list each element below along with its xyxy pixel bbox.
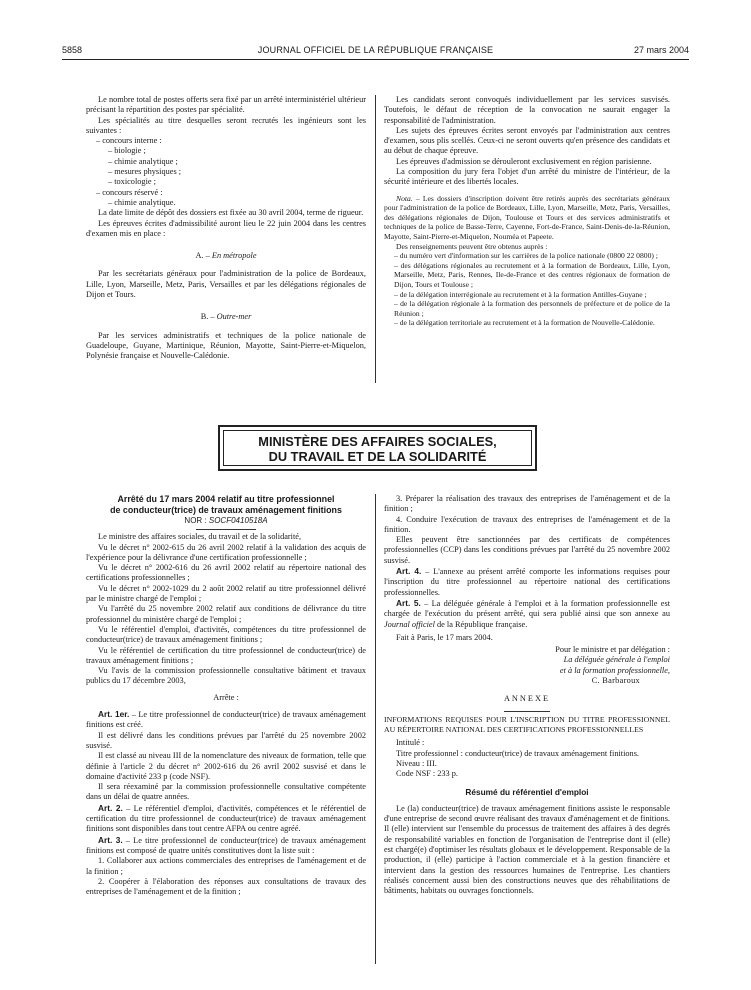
paragraph: Niveau : III.	[396, 758, 437, 768]
list-item: – toxicologie ;	[108, 177, 156, 187]
paragraph: Le (la) conducteur(trice) de travaux aménagement finitions assiste le responsable d'une entreprise de second œuvre réalisant des travaux d'aménagement et de finitions. Il (elle) intervient sur l'ensemble du processus de traitement des affaires à des degrés de responsabilité variables en fonction de l'organisation de l'entreprise dont il (elle) est chargé(e) d'optimiser les résultats globaux et le développement. Responsable de la production, il (elle) participe à l'action commerciale et à la gestion financière et intervient dans la gestion des ressources humaines de l'entreprise. Les chantiers réalisés concernent aussi bien des constructions neuves que des réhabilitations de bâtiments, habitats ou ouvrages fonctionnels.	[384, 803, 670, 896]
annex-rule	[504, 711, 550, 712]
top-left-column	[86, 95, 366, 362]
paragraph: Les candidats seront convoqués individuellement par les services susvisés. Toutefois, le défaut de réception de la convocation ne saurait engager la responsabilité de l'administration.	[384, 95, 670, 125]
arrete-word: Arrête :	[213, 692, 239, 702]
bottom-right-column	[384, 494, 670, 896]
list-item: – biologie ;	[108, 146, 146, 156]
ministry-heading-box	[218, 425, 537, 471]
paragraph: La composition du jury fera l'objet d'un arrêté du ministre de l'intérieur, de la sécurité intérieure et des libertés locales.	[384, 167, 670, 187]
spacer	[384, 711, 670, 715]
paragraph: Vu le référentiel d'emploi, d'activités, compétences du titre professionnel de conducteur(trice) de travaux aménagement finitions ;	[86, 624, 366, 645]
paragraph: Les épreuves écrites d'admissibilité auront lieu le 22 juin 2004 dans les centres d'examen mis en place :	[86, 218, 366, 238]
paragraph: Il est délivré dans les conditions prévues par l'arrêté du 25 novembre 2002 susvisé.	[86, 730, 366, 750]
paragraph: Vu le décret n° 2002-616 du 26 avril 2002 relatif au répertoire national des certifications professionnelles ;	[86, 563, 366, 583]
article-3: Art. 3. – Le titre professionnel de conducteur(trice) de travaux aménagement finitions est composé de quatre unités constitutives dont la liste suit :	[86, 834, 366, 855]
nota-paragraph: Nota. – Les dossiers d'inscription doivent être retirés auprès des secrétariats généraux pour l'administration de la police de Bordeaux, Lille, Lyon, Marseille, Metz, Paris, Versailles, des délégations régionales de Dijon, Toulouse et Tours et des services administratifs et techniques de la police de Basse-Terre, Cayenne, Fort-de-France, Saint-Denis-de-la-Réunion, Mayotte, Saint-Pierre-et-Miquelon, Nouméa et Papeete.	[384, 193, 670, 242]
paragraph: Il sera réexaminé par la commission professionnelle consultative compétente dans un délai de quatre années.	[86, 782, 366, 802]
paragraph: Par les secrétariats généraux pour l'administration de la police de Bordeaux, Lille, Lyon, Marseille, Metz, Paris, Versailles et par les délégations régionales de Dijon et Tours.	[86, 269, 366, 300]
paragraph: Vu le décret n° 2002-1029 du 2 août 2002 relatif au titre professionnel délivré par le ministre chargé de l'emploi ;	[86, 583, 366, 604]
paragraph: Les épreuves d'admission se dérouleront exclusivement en région parisienne.	[396, 156, 652, 166]
signature-line: La déléguée générale à l'emploi	[563, 655, 670, 665]
column-divider	[375, 95, 376, 383]
section-heading-a: A. – En métropole	[195, 251, 257, 261]
top-right-column	[384, 95, 670, 328]
article-1: Art. 1er. – Le titre professionnel de conducteur(trice) de travaux aménagement finitions est créé.	[86, 709, 366, 730]
decree-title: Arrêté du 17 mars 2004 relatif au titre professionnel de conducteur(trice) de travaux aménagement finitions	[110, 494, 342, 515]
annex-information-title: INFORMATIONS REQUISES POUR L'INSCRIPTION DU TITRE PROFESSIONNEL AU RÉPERTOIRE NATIONAL DES CERTIFICATIONS PROFESSIONNELLES	[384, 714, 670, 734]
paragraph: Vu le référentiel de certification du titre professionnel de conducteur(trice) de travaux aménagement finitions ;	[86, 645, 366, 665]
bottom-left-column	[86, 494, 366, 897]
paragraph: Par les services administratifs et techniques de la police nationale de Guadeloupe, Guyane, Martinique, Réunion, Mayotte, Saint-Pierre-et-Miquelon, Polynésie française et Nouvelle-Calédonie.	[86, 330, 366, 361]
ministry-line-2: DU TRAVAIL ET DE LA SOLIDARITÉ	[268, 449, 487, 464]
paragraph: La date limite de dépôt des dossiers est fixée au 30 avril 2004, terme de rigueur.	[98, 208, 364, 218]
ministry-line-1: MINISTÈRE DES AFFAIRES SOCIALES,	[258, 434, 497, 449]
paragraph: Les spécialités au titre desquelles seront recrutés les ingénieurs sont les suivantes :	[86, 115, 366, 135]
list-item: – concours interne :	[96, 136, 162, 146]
list-item: 2. Coopérer à l'élaboration des réponses aux consultations de travaux des entreprises de l'aménagement et de la finition ;	[86, 876, 366, 897]
list-item: – mesures physiques ;	[108, 167, 182, 177]
list-item: – de la délégation régionale à la formation des personnels de préfecture et de police de la Réunion ;	[394, 299, 670, 318]
list-item: – de la délégation interrégionale au recrutement et à la formation Antilles-Guyane ;	[394, 289, 647, 299]
list-item: 3. Préparer la réalisation des travaux des entreprises de l'aménagement et de la finition ;	[384, 494, 670, 514]
page-header	[62, 45, 689, 60]
journal-title: JOURNAL OFFICIEL DE LA RÉPUBLIQUE FRANÇAISE	[257, 45, 494, 55]
list-item: 4. Conduire l'exécution de travaux des entreprises de l'aménagement et de la finition.	[384, 514, 670, 534]
signature-line: Pour le ministre et par délégation :	[555, 645, 670, 655]
signature-block	[384, 645, 670, 686]
paragraph: Vu le décret n° 2002-615 du 26 avril 2002 relatif à la validation des acquis de l'expérience pour la délivrance d'une certification professionnelle ;	[86, 542, 366, 562]
annex-heading: ANNEXE	[503, 694, 551, 704]
paragraph: Intitulé :	[396, 738, 425, 748]
title-rule	[196, 529, 256, 530]
list-item: 1. Collaborer aux actions commerciales des entreprises de l'aménagement et de la finition ;	[86, 856, 366, 876]
paragraph: Vu l'avis de la commission professionnelle consultative bâtiment et travaux publics du 17 décembre 2003,	[86, 666, 366, 686]
paragraph: Des renseignements peuvent être obtenus auprès :	[396, 241, 548, 251]
article-2: Art. 2. – Le référentiel d'emploi, d'activités, compétences et le référentiel de certification du titre professionnel de conducteur(trice) de travaux aménagement finitions sont disponibles dans tout centre AFPA ou centre agréé.	[86, 802, 366, 834]
list-item: – de la délégation territoriale au recrutement et à la formation de Nouvelle-Calédonie.	[394, 318, 655, 328]
summary-heading: Résumé du référentiel d'emploi	[465, 787, 589, 798]
column-divider	[375, 494, 376, 964]
page-number: 5858	[62, 45, 83, 55]
list-item: – du numéro vert d'information sur les carrières de la police nationale (0800 22 0800) ;	[394, 251, 658, 261]
signatory-name: C. Barbaroux	[591, 676, 640, 686]
paragraph: Titre professionnel : conducteur(trice) de travaux aménagement finitions.	[396, 748, 639, 758]
section-heading-b: B. – Outre-mer	[200, 312, 252, 322]
list-item: – chimie analytique.	[108, 197, 176, 207]
article-4: Art. 4. – L'annexe au présent arrêté comporte les informations requises pour l'inscription du titre professionnel au répertoire national des certifications professionnelles.	[384, 566, 670, 597]
list-item: – des délégations régionales au recrutement et à la formation de Bordeaux, Lille, Lyon, Marseille, Metz, Paris, Rennes, Ile-de-France et des centres régionaux de formation de Dijon, Tours et Toulouse ;	[394, 260, 670, 290]
paragraph: Il est classé au niveau III de la nomenclature des niveaux de formation, telle que définie à l'article 2 du décret n° 2002-616 du 26 avril 2002 susvisé et dans le domaine d'activité 233 p (code NSF).	[86, 751, 366, 781]
ministry-heading	[223, 430, 532, 466]
issue-date: 27 mars 2004	[633, 45, 689, 55]
paragraph: Elles peuvent être sanctionnées par des certificats de compétences professionnelles (CCP) dans les conditions prévues par l'arrêté du 25 novembre 2002 susvisé.	[384, 535, 670, 565]
paragraph: Code NSF : 233 p.	[396, 769, 459, 779]
nor-reference: NOR : SOCF0410518A	[184, 516, 268, 525]
paragraph: Vu l'arrêté du 25 novembre 2002 relatif aux conditions de délivrance du titre professionnel du ministère chargé de l'emploi ;	[86, 604, 366, 624]
paragraph: Les sujets des épreuves écrites seront envoyés par l'administration aux centres d'examen, sous plis scellés. Ceux-ci ne seront ouverts qu'en présence des candidats et au début de chaque épreuve.	[384, 125, 670, 156]
signature-line: et à la formation professionnelle,	[559, 665, 670, 675]
paragraph: Le nombre total de postes offerts sera fixé par un arrêté interministériel ultérieur précisant la répartition des postes par spécialité.	[86, 95, 366, 115]
signature-date: Fait à Paris, le 17 mars 2004.	[396, 632, 493, 642]
article-5: Art. 5. – La déléguée générale à l'emploi et à la formation professionnelle est chargée de l'exécution du présent arrêté, qui sera publié ainsi que son annexe au Journal officiel de la République française.	[384, 597, 670, 629]
nota-block	[384, 194, 670, 328]
list-item: – concours réservé :	[96, 187, 163, 197]
paragraph: Le ministre des affaires sociales, du travail et de la solidarité,	[98, 532, 302, 542]
spacer	[86, 526, 366, 532]
list-item: – chimie analytique ;	[108, 156, 178, 166]
